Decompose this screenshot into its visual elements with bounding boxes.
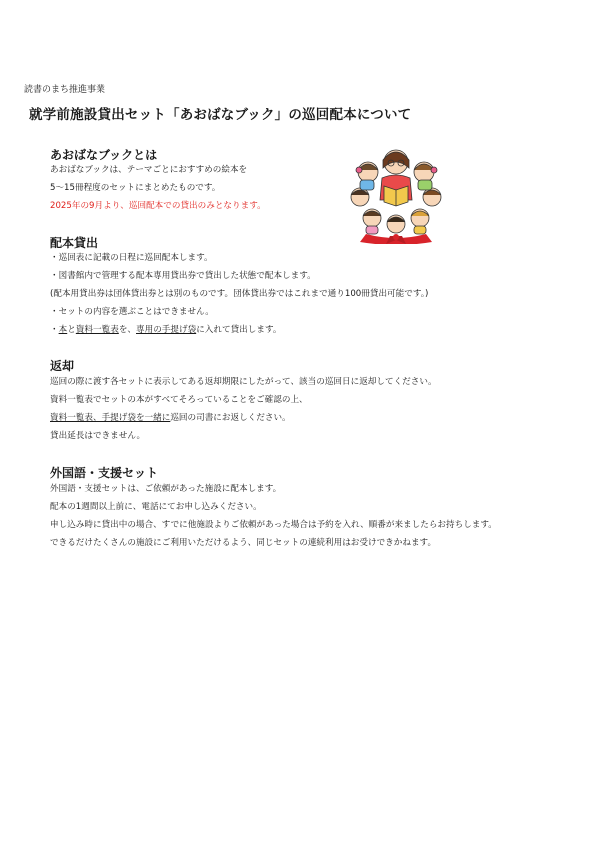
section-heading-about: あおばなブックとは xyxy=(50,148,158,162)
distribution-item-1: ・巡回表に記載の日程に巡回配本します。 xyxy=(50,253,213,263)
item5-book: 本 xyxy=(58,325,68,335)
foreign-line-2: 配本の1週間以上前に、電話にてお申し込みください。 xyxy=(50,502,262,512)
return-line-3 xyxy=(50,412,291,424)
item5-list: 資料一覧表 xyxy=(75,325,119,335)
foreign-line-4: できるだけたくさんの施設にご利用いただけるよう、同じセットの連続利用はお受けできかねます。 xyxy=(50,538,437,548)
return-line-2: 資料一覧表でセットの本がすべてそろっていることをご確認の上、 xyxy=(50,395,308,405)
item5-bag: 専用の手提げ袋 xyxy=(136,325,197,335)
distribution-item-5 xyxy=(50,324,281,336)
item5-suffix: に入れて貸出します。 xyxy=(196,325,282,335)
about-notice: 2025年の9月より、巡回配本での貸出のみとなります。 xyxy=(50,201,266,211)
item5-prefix: ・ xyxy=(50,325,59,335)
children-reading-circle-illustration xyxy=(346,142,446,244)
section-heading-foreign: 外国語・支援セット xyxy=(50,466,159,480)
foreign-line-1: 外国語・支援セットは、ご依頼があった施設に配本します。 xyxy=(50,484,282,494)
return-line-3-rest: 巡回の司書にお返しください。 xyxy=(170,413,291,423)
section-heading-return: 返却 xyxy=(50,359,75,373)
program-label: 読書のまち推進事業 xyxy=(24,85,106,95)
section-heading-distribution: 配本貸出 xyxy=(50,236,99,250)
return-line-4: 貸出延長はできません。 xyxy=(50,431,146,441)
page-title: 就学前施設貸出セット「あおばなブック」の巡回配本について xyxy=(29,107,412,123)
foreign-line-3: 申し込み時に貸出中の場合、すでに他施設よりご依頼があった場合は予約を入れ、順番が来ましたらお持ちします。 xyxy=(50,520,497,530)
about-line-1: あおばなブックは、テーマごとにおすすめの絵本を xyxy=(50,165,248,175)
item5-wo: を、 xyxy=(118,325,137,335)
return-line-1: 巡回の際に渡す各セットに表示してある返却期限にしたがって、該当の巡回日に返却してください。 xyxy=(50,377,437,387)
distribution-item-3: (配本用貸出券は団体貸出券とは別のものです。団体貸出券ではこれまで通り100冊貸出可能です。) xyxy=(50,289,429,299)
return-line-3-underlined: 資料一覧表、手提げ袋を一緒に xyxy=(50,413,171,423)
about-line-2: 5～15冊程度のセットにまとめたものです。 xyxy=(50,183,221,193)
distribution-item-4: ・セットの内容を選ぶことはできません。 xyxy=(50,307,214,317)
item5-and: と xyxy=(67,325,76,335)
children-reading-icon xyxy=(346,142,446,244)
distribution-item-2: ・図書館内で管理する配本専用貸出券で貸出した状態で配本します。 xyxy=(50,271,316,281)
